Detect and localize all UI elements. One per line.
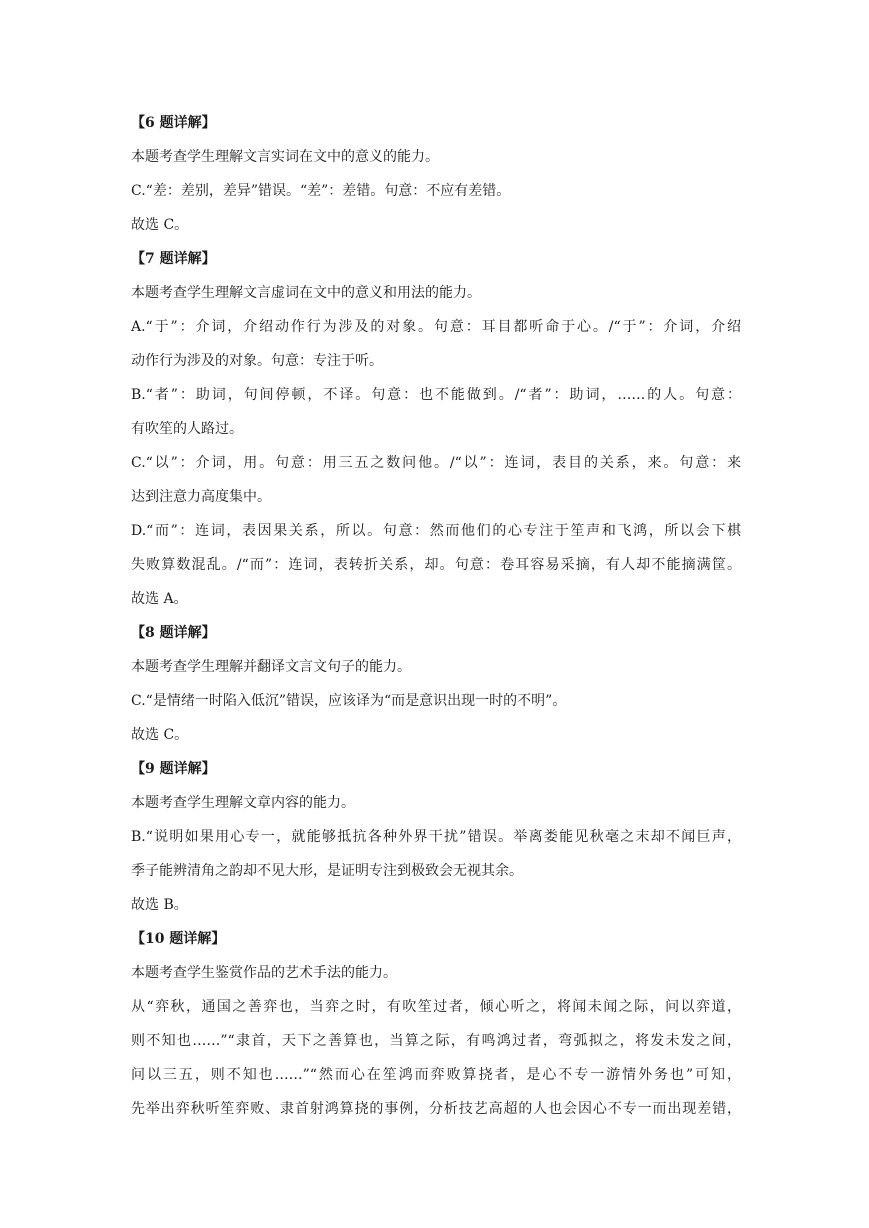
section-heading: 【7 题详解】 xyxy=(131,251,216,267)
paragraph-line: 季子能辨清角之韵却不见大形，是证明专注到极致会无视其余。 xyxy=(131,863,523,879)
paragraph-line: 故选 A。 xyxy=(131,591,188,607)
paragraph-line: 从“弈秋，通国之善弈也，当弈之时，有吹笙过者，倾心听之，将闻未闻之际，问以弈道， xyxy=(131,999,741,1015)
document-page xyxy=(131,106,741,1126)
paragraph-line: 失败算数混乱。/“而”：连词，表转折关系，却。句意：卷耳容易采摘，有人却不能摘满筐。 xyxy=(131,557,741,573)
paragraph-line: 动作行为涉及的对象。句意：专注于听。 xyxy=(131,353,383,369)
section-heading: 【8 题详解】 xyxy=(131,625,216,641)
paragraph-line: B.“者”：助词，句间停顿，不译。句意：也不能做到。/“者”：助词，……的人。句意： xyxy=(131,387,741,403)
paragraph-line: 本题考查学生理解文章内容的能力。 xyxy=(131,795,355,811)
paragraph-line: 故选 B。 xyxy=(131,897,188,913)
section-heading: 【9 题详解】 xyxy=(131,761,216,777)
paragraph-line: C.“差：差别，差异”错误。“差”：差错。句意：不应有差错。 xyxy=(131,183,511,199)
paragraph-line: 故选 C。 xyxy=(131,217,189,233)
section-heading: 【10 题详解】 xyxy=(131,931,226,947)
paragraph-line: D.“而”：连词，表因果关系，所以。句意：然而他们的心专注于笙声和飞鸿，所以会下棋 xyxy=(131,523,741,539)
paragraph-line: 本题考查学生理解文言实词在文中的意义的能力。 xyxy=(131,149,439,165)
paragraph-line: 本题考查学生理解文言虚词在文中的意义和用法的能力。 xyxy=(131,285,481,301)
paragraph-line: 故选 C。 xyxy=(131,727,189,743)
paragraph-line: 则不知也……”“隶首，天下之善算也，当算之际，有鸣鸿过者，弯弧拟之，将发未发之间， xyxy=(131,1033,741,1049)
paragraph-line: C.“是情绪一时陷入低沉”错误，应该译为“而是意识出现一时的不明”。 xyxy=(131,693,567,709)
paragraph-line: 有吹笙的人路过。 xyxy=(131,421,243,437)
paragraph-line: C.“以”：介词，用。句意：用三五之数问他。/“以”：连词，表目的关系，来。句意：来 xyxy=(131,455,741,471)
paragraph-line: 本题考查学生理解并翻译文言文句子的能力。 xyxy=(131,659,411,675)
paragraph-line: 本题考查学生鉴赏作品的艺术手法的能力。 xyxy=(131,965,397,981)
paragraph-line: A.“于”：介词，介绍动作行为涉及的对象。句意：耳目都听命于心。/“于”：介词，介绍 xyxy=(131,319,741,335)
paragraph-line: B.“说明如果用心专一，就能够抵抗各种外界干扰”错误。举离娄能见秋毫之末却不闻巨声， xyxy=(131,829,741,845)
paragraph-line: 问以三五，则不知也……”“然而心在笙鸿而弈败算挠者，是心不专一游情外务也”可知， xyxy=(131,1067,741,1083)
paragraph-line: 达到注意力高度集中。 xyxy=(131,489,271,505)
section-heading: 【6 题详解】 xyxy=(131,115,216,131)
paragraph-line: 先举出弈秋听笙弈败、隶首射鸿算挠的事例，分析技艺高超的人也会因心不专一而出现差错， xyxy=(131,1101,741,1117)
